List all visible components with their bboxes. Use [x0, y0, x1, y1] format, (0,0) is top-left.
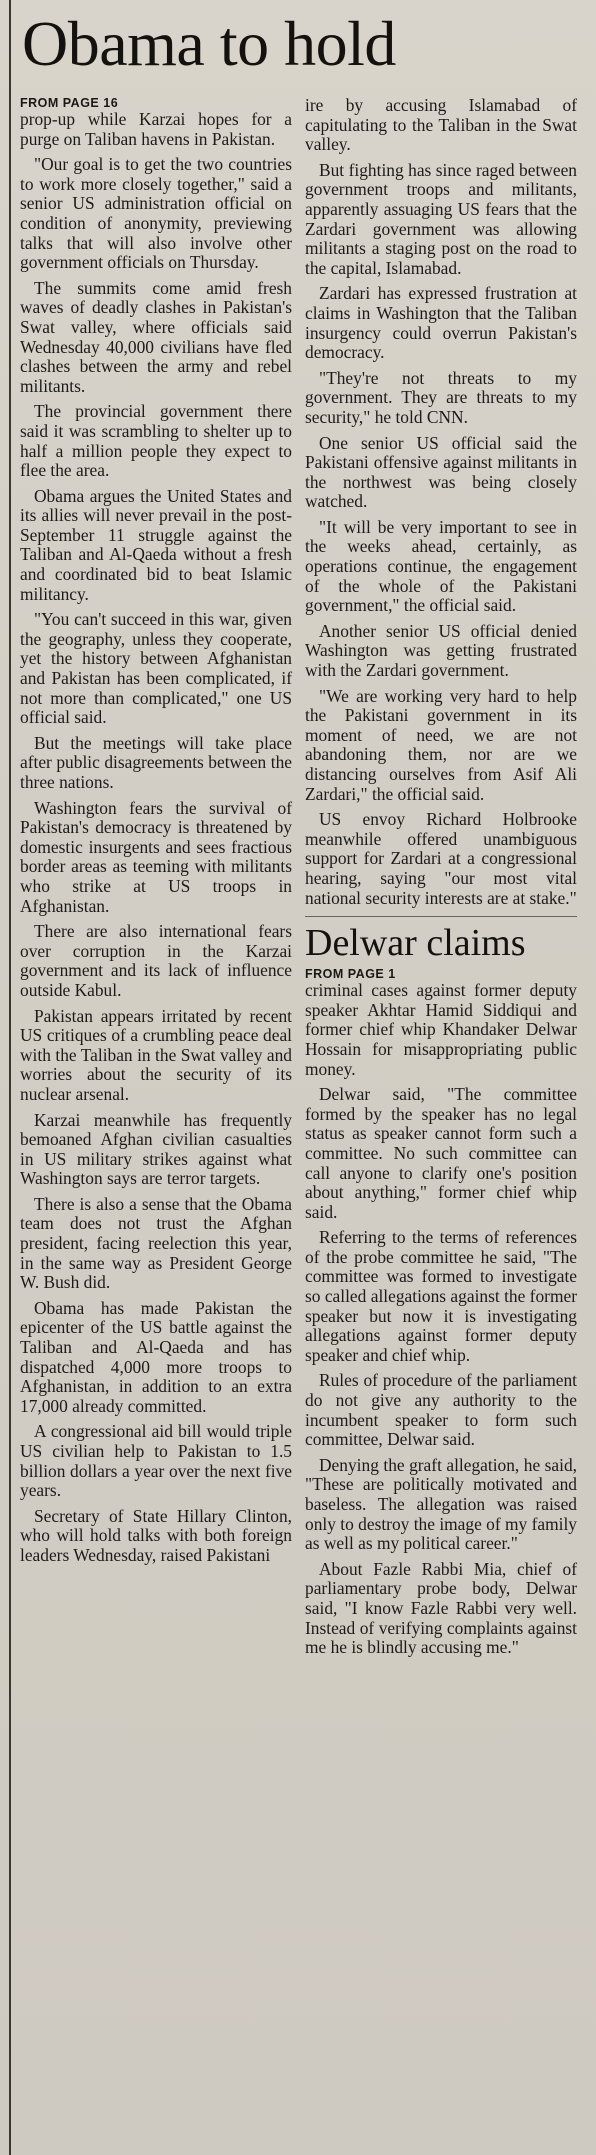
- right-column-body: [305, 96, 577, 908]
- article-paragraph: Karzai meanwhile has frequently bemoaned Afghan civilian casualties in US military strikes against what Washington says are terror targets.: [20, 1109, 292, 1189]
- from-page-label: FROM PAGE 16: [20, 96, 119, 110]
- article-paragraph: About Fazle Rabbi Mia, chief of parliamentary probe body, Delwar said, "I know Fazle Rabbi very well. Instead of verifying complaints against me he is blindly accusing me.": [305, 1558, 577, 1658]
- article-paragraph: Secretary of State Hillary Clinton, who will hold talks with both foreign leaders Wednesday, raised Pakistani: [20, 1505, 292, 1565]
- article-paragraph: Pakistan appears irritated by recent US critiques of a crumbling peace deal with the Taliban in the Swat valley and worries about the security of its nuclear arsenal.: [20, 1005, 292, 1104]
- article-paragraph: A congressional aid bill would triple US civilian help to Pakistan to 1.5 billion dollars a year over the next five years.: [20, 1421, 292, 1501]
- article-paragraph: But the meetings will take place after public disagreements between the three nations.: [20, 732, 292, 792]
- article-paragraph: There are also international fears over corruption in the Karzai government and its lack of influence outside Kabul.: [20, 921, 292, 1000]
- article-paragraph: US envoy Richard Holbrooke meanwhile offered unambiguous support for Zardari at a congressional hearing, saying "our most vital national security interests are at stake.": [305, 809, 577, 908]
- article-paragraph: Rules of procedure of the parliament do not give any authority to the incumbent speaker to form such committee, Delwar said.: [305, 1370, 577, 1450]
- right-column: [305, 96, 577, 1664]
- article-paragraph: Referring to the terms of references of the probe committee he said, "The committee was formed to investigate so called allegations against the former speaker but now it is investigating allegations against former deputy speaker and chief whip.: [305, 1227, 577, 1365]
- left-column-body: [20, 110, 292, 1566]
- left-column: [20, 96, 292, 1572]
- article-paragraph: Zardari has expressed frustration at claims in Washington that the Taliban insurgency could overrun Pakistan's democracy.: [305, 283, 577, 363]
- article-paragraph: There is also a sense that the Obama team does not trust the Afghan president, facing reelection this year, in the same way as President George W. Bush did.: [20, 1193, 292, 1293]
- column-rule: [9, 0, 11, 2155]
- article-paragraph: "You can't succeed in this war, given the geography, unless they cooperate, yet the history between Afghanistan and Pakistan has been complicated, if not more than complicated," one US official said.: [20, 609, 292, 728]
- article-paragraph: Denying the graft allegation, he said, "These are politically motivated and baseless. The allegation was raised only to destroy the image of my family as well as my political career.": [305, 1454, 577, 1554]
- article-paragraph: Another senior US official denied Washington was getting frustrated with the Zardari government.: [305, 620, 577, 681]
- article-paragraph: criminal cases against former deputy speaker Akhtar Hamid Siddiqui and former chief whip Khandaker Delwar Hossain for misappropriating public money.: [305, 980, 577, 1079]
- article-paragraph: One senior US official said the Pakistani offensive against militants in the northwest was being closely watched.: [305, 432, 577, 512]
- article-paragraph: The provincial government there said it was scrambling to shelter up to half a million people they expect to flee the area.: [20, 401, 292, 481]
- article-paragraph: Delwar said, "The committee formed by the speaker has no legal status as speaker cannot form such a committee. No such committee can call anyone to clarify one's position about anything," former chief whip said.: [305, 1084, 577, 1222]
- article-paragraph: The summits come amid fresh waves of deadly clashes in Pakistan's Swat valley, where officials said Wednesday 40,000 civilians have fled clashes between the army and rebel militants.: [20, 277, 292, 396]
- second-headline: Delwar claims: [305, 916, 577, 963]
- headline: Obama to hold: [22, 8, 396, 79]
- article-paragraph: "We are working very hard to help the Pakistani government in its moment of need, we are not abandoning them, nor are we distancing ourselves from Asif Ali Zardari," the official said.: [305, 685, 577, 804]
- article-paragraph: prop-up while Karzai hopes for a purge on Taliban havens in Pakistan.: [20, 109, 292, 149]
- article-paragraph: ire by accusing Islamabad of capitulating to the Taliban in the Swat valley.: [305, 95, 577, 155]
- article-paragraph: Obama argues the United States and its allies will never prevail in the post-September 11 struggle against the Taliban and Al-Qaeda without a fresh and coordinated bid to beat Islamic militancy.: [20, 485, 292, 604]
- article-paragraph: But fighting has since raged between government troops and militants, apparently assuaging US fears that the Zardari government was allowing militants a staging post on the road to the capital, Islamabad.: [305, 159, 577, 278]
- article-paragraph: "It will be very important to see in the weeks ahead, certainly, as operations continue, the engagement of the whole of the Pakistani government," the official said.: [305, 516, 577, 616]
- article-paragraph: Obama has made Pakistan the epicenter of the US battle against the Taliban and Al-Qaeda and has dispatched 4,000 more troops to Afghanistan, in addition to an extra 17,000 already committed.: [20, 1297, 292, 1416]
- article-paragraph: "They're not threats to my government. They are threats to my security," he told CNN.: [305, 367, 577, 427]
- second-from-page-label: FROM PAGE 1: [305, 967, 396, 982]
- second-story-body: [305, 981, 577, 1658]
- article-paragraph: "Our goal is to get the two countries to work more closely together," said a senior US administration official on condition of anonymity, previewing talks that will also involve other government officials on Thursday.: [20, 154, 292, 273]
- article-paragraph: Washington fears the survival of Pakistan's democracy is threatened by domestic insurgents and sees fractious border areas as teeming with militants who strike at US troops in Afghanistan.: [20, 797, 292, 916]
